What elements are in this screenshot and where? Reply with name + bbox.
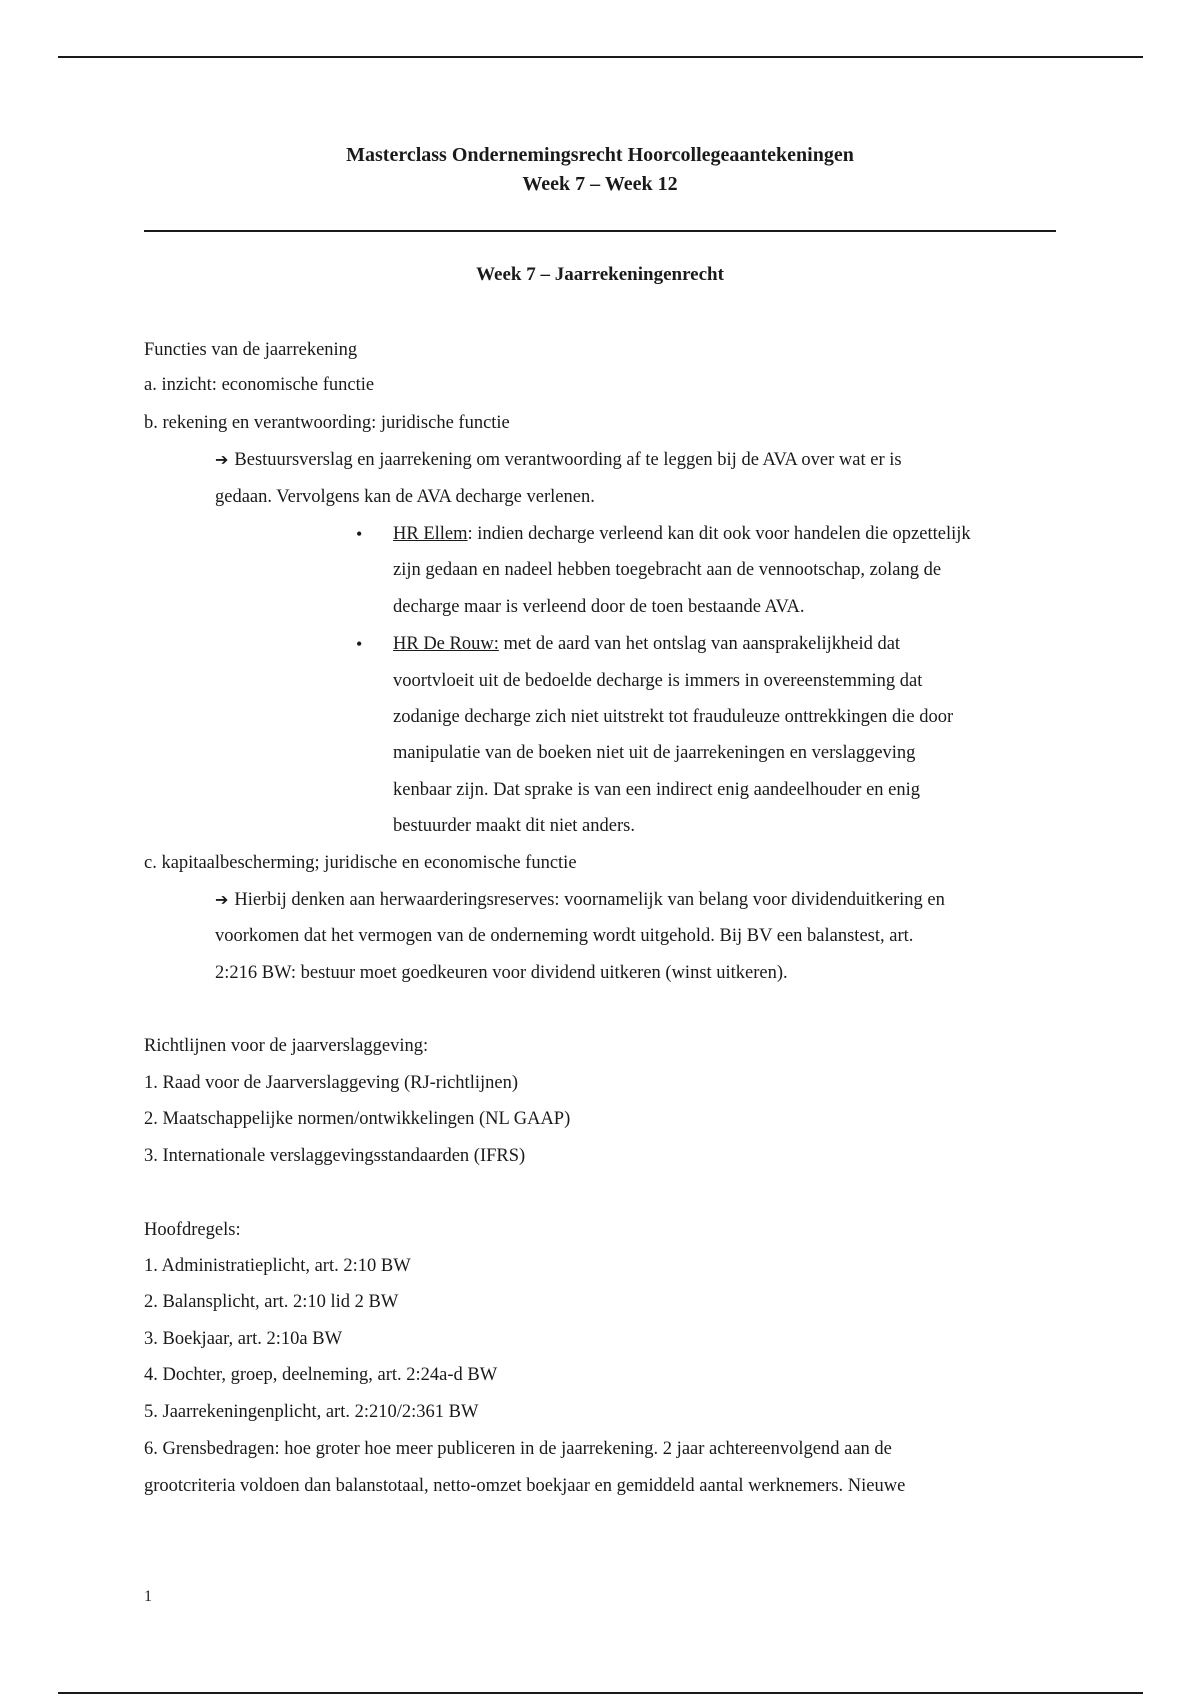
functions-heading: Functies van de jaarrekening (144, 340, 358, 360)
function-b: b. rekening en verantwoording: juridische functie (144, 413, 510, 433)
list-item: 4. Dochter, groep, deelneming, art. 2:24a-d BW (144, 1365, 498, 1385)
function-c-note-cont: voorkomen dat het vermogen van de onderneming wordt uitgehold. Bij BV een balanstest, art. (215, 926, 914, 946)
list-item: grootcriteria voldoen dan balanstotaal, netto-omzet boekjaar en gemiddeld aantal werknemers. Nieuwe (144, 1476, 906, 1496)
case-de-rouw-cont: zodanige decharge zich niet uitstrekt tot frauduleuze onttrekkingen die door (393, 707, 954, 727)
note-text: Bestuursverslag en jaarrekening om verantwoording af te leggen bij de AVA over wat er is (234, 450, 902, 470)
function-b-note (215, 448, 902, 472)
case-name: HR De Rouw: (393, 634, 499, 654)
case-de-rouw (393, 632, 900, 656)
case-de-rouw-cont: manipulatie van de boeken niet uit de jaarrekeningen en verslaggeving (393, 743, 916, 763)
case-de-rouw-cont: bestuurder maakt dit niet anders. (393, 816, 635, 836)
function-b-note-cont: gedaan. Vervolgens kan de AVA decharge verlenen. (215, 487, 595, 507)
list-item: 1. Raad voor de Jaarverslaggeving (RJ-richtlijnen) (144, 1073, 518, 1093)
top-rule (58, 56, 1143, 58)
function-c: c. kapitaalbescherming; juridische en economische functie (144, 853, 577, 873)
title-divider (144, 230, 1056, 232)
function-c-note-cont: 2:216 BW: bestuur moet goedkeuren voor dividend uitkeren (winst uitkeren). (215, 963, 788, 983)
list-item: 5. Jaarrekeningenplicht, art. 2:210/2:361 BW (144, 1402, 479, 1422)
case-ellem-cont: decharge maar is verleend door de toen bestaande AVA. (393, 597, 805, 617)
document-subtitle: Week 7 – Week 12 (522, 173, 678, 195)
case-name: HR Ellem (393, 524, 468, 544)
note-text: Hierbij denken aan herwaarderingsreserves: voornamelijk van belang voor dividenduitkering en (234, 890, 945, 910)
list-item: 2. Maatschappelijke normen/ontwikkelingen (NL GAAP) (144, 1109, 571, 1129)
bullet-icon: • (356, 524, 363, 544)
list-item: 3. Internationale verslaggevingsstandaarden (IFRS) (144, 1146, 526, 1166)
case-de-rouw-cont: kenbaar zijn. Dat sprake is van een indirect enig aandeelhouder en enig (393, 780, 921, 800)
rules-heading: Hoofdregels: (144, 1220, 241, 1240)
case-ellem-cont: zijn gedaan en nadeel hebben toegebracht aan de vennootschap, zolang de (393, 560, 942, 580)
list-item: 6. Grensbedragen: hoe groter hoe meer publiceren in de jaarrekening. 2 jaar achtereenvolgend aan de (144, 1439, 892, 1459)
bullet-icon: • (356, 634, 363, 654)
list-item: 1. Administratieplicht, art. 2:10 BW (144, 1256, 411, 1276)
list-item: 3. Boekjaar, art. 2:10a BW (144, 1329, 343, 1349)
page-number: 1 (144, 1588, 152, 1605)
arrow-right-icon: ➔ (215, 450, 229, 469)
list-item: 2. Balansplicht, art. 2:10 lid 2 BW (144, 1292, 399, 1312)
week-heading: Week 7 – Jaarrekeningenrecht (476, 264, 724, 285)
guidelines-heading: Richtlijnen voor de jaarverslaggeving: (144, 1036, 429, 1056)
function-a: a. inzicht: economische functie (144, 375, 375, 395)
function-c-note (215, 888, 945, 912)
document-title: Masterclass Ondernemingsrecht Hoorcollegeaantekeningen (346, 144, 854, 166)
case-text: : indien decharge verleend kan dit ook voor handelen die opzettelijk (467, 524, 971, 544)
case-text: met de aard van het ontslag van aansprakelijkheid dat (498, 634, 901, 654)
arrow-right-icon: ➔ (215, 890, 229, 909)
case-ellem (393, 522, 971, 546)
case-de-rouw-cont: voortvloeit uit de bedoelde decharge is immers in overeenstemming dat (393, 671, 923, 691)
bottom-rule (58, 1692, 1143, 1694)
